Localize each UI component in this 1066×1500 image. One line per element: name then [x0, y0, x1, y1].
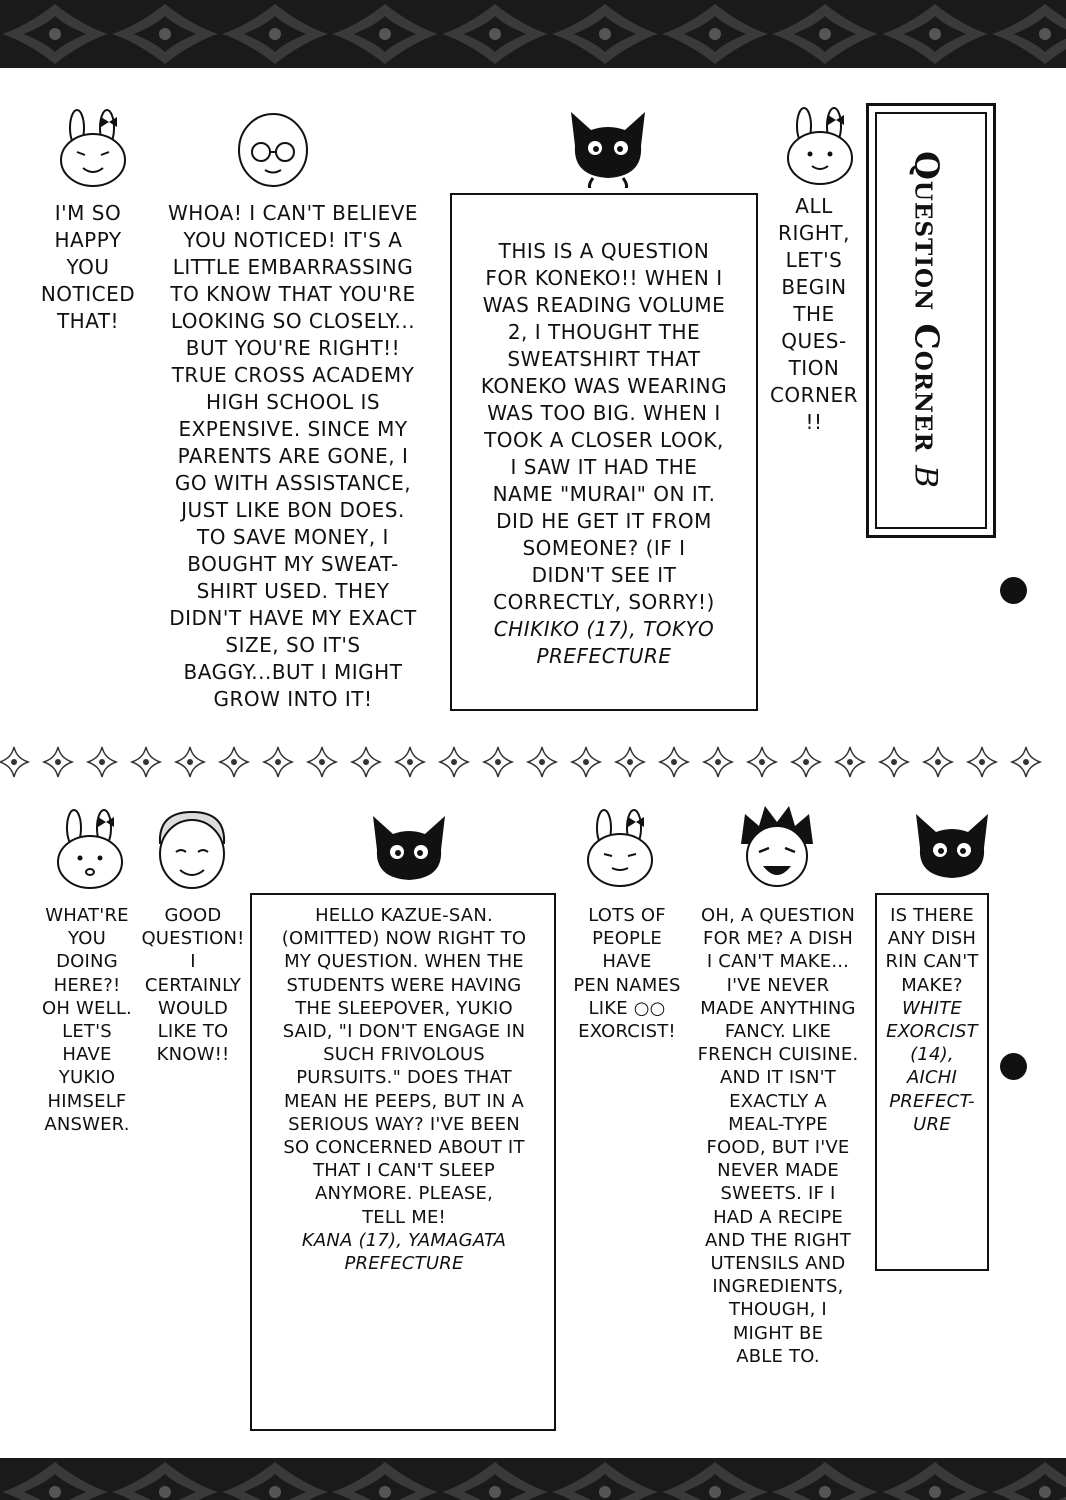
text-line: (OMITTED) NOW RIGHT TO [281, 928, 527, 950]
text-line: WAS TOO BIG. WHEN I [487, 401, 721, 425]
text-line: ABLE TO. [736, 1345, 820, 1367]
text-line: SOMEONE? (IF I [522, 536, 686, 560]
text-line: GOOD [164, 905, 222, 926]
text-line: OH, A QUESTION [700, 905, 856, 926]
text-line: TION [788, 356, 840, 380]
mephisto-reply-1 [36, 200, 140, 335]
koneko-icon [233, 110, 315, 190]
text-line: THAT! [56, 309, 120, 333]
text-line: HAVE [62, 1044, 112, 1066]
text-line: DIDN'T HAVE MY EXACT [169, 606, 417, 630]
text-line: TO KNOW THAT YOU'RE [170, 282, 416, 306]
text-line: LIKE TO [157, 1021, 229, 1043]
text-line: HIGH SCHOOL IS [205, 390, 381, 414]
mephisto-rabbit-icon [52, 808, 128, 890]
text-line: GROW INTO IT! [213, 687, 373, 711]
text-line: FOOD, BUT I'VE [706, 1137, 850, 1159]
text-line: WAS READING VOLUME [482, 293, 726, 317]
text-line: 2, I THOUGHT THE [507, 320, 701, 344]
text-line: I'M SO [54, 201, 122, 225]
sender-line: URE [913, 1113, 951, 1135]
koneko-answer [152, 200, 434, 713]
text-line: GO WITH ASSISTANCE, [174, 471, 412, 495]
text-line: NOTICED [40, 282, 136, 306]
text-line: ANYMORE. PLEASE, [314, 1183, 494, 1205]
text-line: MEAN HE PEEPS, BUT IN A [283, 1090, 524, 1112]
text-line: WHOA! I CAN'T BELIEVE [167, 201, 419, 225]
text-line: SIZE, SO IT'S [225, 633, 361, 657]
text-line: TOOK A CLOSER LOOK, [484, 428, 724, 452]
text-line: LOTS OF [588, 905, 666, 926]
rin-icon [735, 804, 819, 890]
damask-pattern [0, 0, 1066, 68]
text-line: BEGIN [781, 275, 847, 299]
text-line: DID HE GET IT FROM [496, 509, 712, 533]
text-line: RIN CAN'T [885, 951, 979, 973]
text-line: DIDN'T SEE IT [531, 563, 677, 587]
text-line: SWEATSHIRT THAT [507, 347, 701, 371]
text-line: HELLO KAZUE-SAN. [315, 905, 493, 926]
text-line: ANSWER. [44, 1113, 130, 1135]
text-line: NAME "MURAI" ON IT. [492, 482, 716, 506]
text-line: YOU [68, 928, 106, 950]
page-title: Question Corner β [904, 151, 956, 489]
text-line: THAT I CAN'T SLEEP [313, 1160, 495, 1182]
sender-line: AICHI [906, 1067, 958, 1089]
sender-line: PREFECTURE [344, 1253, 464, 1275]
mephisto-rabbit-icon [582, 808, 658, 888]
text-line: WHAT'RE [45, 905, 129, 926]
sender-line: (14), [910, 1044, 954, 1066]
text-line: EXACTLY A [729, 1090, 827, 1112]
text-line: LOOKING SO CLOSELY... [170, 309, 416, 333]
shima-icon [150, 806, 234, 892]
text-line: CERTAINLY [144, 974, 242, 996]
text-line: HAD A RECIPE [713, 1206, 843, 1228]
text-line: DOING [56, 951, 118, 973]
text-line: SWEETS. IF I [720, 1183, 836, 1205]
text-line: THIS IS A QUESTION [498, 239, 710, 263]
text-line: SUCH FRIVOLOUS [323, 1044, 485, 1066]
mephisto-reply-3 [566, 904, 688, 1043]
text-line: RIGHT, [778, 221, 850, 245]
text-line: TELL ME! [362, 1206, 446, 1228]
text-line: KNOW!! [156, 1044, 230, 1066]
text-line: CORRECTLY, SORRY!) [493, 590, 715, 614]
text-line: NEVER MADE [717, 1160, 839, 1182]
text-line: LET'S [785, 248, 843, 272]
text-line: FANCY. LIKE [724, 1021, 832, 1043]
question-text-3 [877, 904, 987, 1136]
text-line: SHIRT USED. THEY [196, 579, 390, 603]
text-line: THOUGH, I [729, 1299, 827, 1321]
text-line: HERE?! [53, 974, 121, 996]
text-line: YUKIO [58, 1067, 116, 1089]
sender-line: KANA (17), YAMAGATA [301, 1229, 507, 1251]
question-text-2 [254, 904, 554, 1275]
text-line: JUST LIKE BON DOES. [181, 498, 405, 522]
text-line: !! [805, 410, 823, 434]
text-line: LET'S [62, 1021, 112, 1043]
sender-line: PREFECTURE [536, 644, 672, 668]
text-line: BUT YOU'RE RIGHT!! [185, 336, 401, 360]
bullet-dot [1000, 577, 1027, 604]
text-line: I CAN'T MAKE... [706, 951, 850, 973]
top-pattern-band [0, 0, 1066, 68]
text-line: IS THERE [890, 905, 974, 926]
text-line: HIMSELF [47, 1090, 127, 1112]
text-line: TRUE CROSS ACADEMY [171, 363, 415, 387]
text-line: PARENTS ARE GONE, I [177, 444, 409, 468]
sender-line: EXORCIST [886, 1021, 978, 1043]
text-line: SAID, "I DON'T ENGAGE IN [282, 1021, 526, 1043]
text-line: KONEKO WAS WEARING [480, 374, 728, 398]
text-line: STUDENTS WERE HAVING [286, 974, 522, 996]
text-line: FRENCH CUISINE. [697, 1044, 859, 1066]
text-line: PURSUITS." DOES THAT [296, 1067, 512, 1089]
text-line: SERIOUS WAY? I'VE BEEN [288, 1113, 520, 1135]
text-line: I'VE NEVER [726, 974, 830, 996]
bottom-pattern-band [0, 1458, 1066, 1500]
damask-pattern [0, 1458, 1066, 1500]
text-line: EXORCIST! [578, 1021, 676, 1043]
ornamental-divider [0, 745, 1066, 779]
question-text-1 [456, 238, 752, 670]
text-line: UTENSILS AND [710, 1253, 846, 1275]
text-line: PEOPLE [592, 928, 662, 950]
text-line: TO SAVE MONEY, I [197, 525, 389, 549]
bullet-dot [1000, 1053, 1027, 1080]
text-line: MIGHT BE [732, 1322, 824, 1344]
text-line: EXPENSIVE. SINCE MY [178, 417, 408, 441]
text-line: AND THE RIGHT [705, 1229, 851, 1251]
text-line: QUES- [781, 329, 847, 353]
text-line: SO CONCERNED ABOUT IT [283, 1137, 525, 1159]
text-line: THE [793, 302, 835, 326]
text-line: HAVE [602, 951, 652, 973]
text-line: I SAW IT HAD THE [510, 455, 698, 479]
sender-line: CHIKIKO (17), TOKYO [493, 617, 715, 641]
mephisto-rabbit-icon [782, 106, 860, 186]
mephisto-rabbit-icon [55, 108, 133, 188]
text-line: BAGGY...BUT I MIGHT [183, 660, 403, 684]
text-line: INGREDIENTS, [712, 1276, 844, 1298]
text-line: WOULD [157, 997, 229, 1019]
kuro-cat-icon [910, 808, 994, 888]
text-line: PEN NAMES [573, 974, 681, 996]
text-line: HAPPY [54, 228, 122, 252]
kuro-cat-icon [563, 106, 653, 188]
text-line: ALL [795, 194, 833, 218]
text-line: MADE ANYTHING [700, 997, 856, 1019]
text-line: OH WELL. [42, 997, 132, 1019]
text-line: YOU NOTICED! IT'S A [183, 228, 403, 252]
text-line: MEAL-TYPE [728, 1113, 828, 1135]
text-line: MY QUESTION. WHEN THE [284, 951, 524, 973]
text-line: I [190, 951, 196, 973]
mephisto-reply-2 [34, 904, 140, 1136]
sender-line: PREFECT- [889, 1090, 975, 1112]
text-line: CORNER [769, 383, 859, 407]
text-line: FOR ME? A DISH [703, 928, 853, 950]
text-line: LITTLE EMBARRASSING [172, 255, 414, 279]
shima-reply [138, 904, 248, 1066]
sender-line: WHITE [901, 997, 962, 1019]
text-line: YOU [66, 255, 110, 279]
text-line: MAKE? [901, 974, 963, 996]
text-line: LIKE ○○ [588, 997, 666, 1019]
mephisto-intro [762, 193, 866, 436]
text-line: ANY DISH [887, 928, 977, 950]
rin-answer [690, 904, 866, 1368]
kuro-cat-icon [367, 810, 451, 890]
text-line: BOUGHT MY SWEAT- [187, 552, 399, 576]
text-line: QUESTION! [141, 928, 245, 950]
text-line: THE SLEEPOVER, YUKIO [295, 997, 513, 1019]
text-line: AND IT ISN'T [720, 1067, 836, 1089]
text-line: FOR KONEKO!! WHEN I [485, 266, 723, 290]
